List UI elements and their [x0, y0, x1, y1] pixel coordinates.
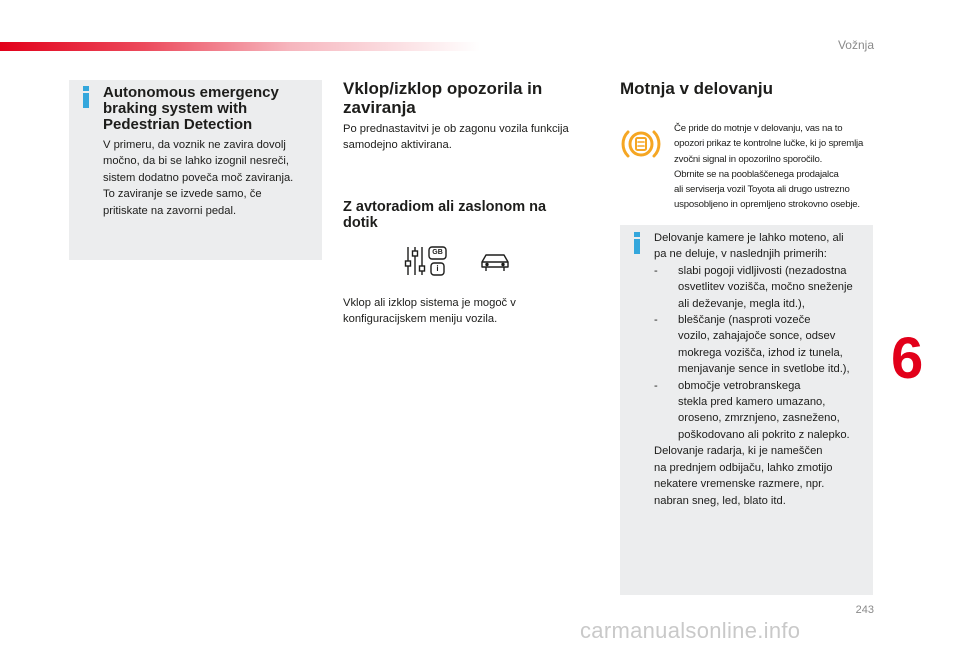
section-label: Vožnja: [837, 38, 874, 52]
badge-info: i: [436, 264, 439, 273]
heading-activation: Vklop/izklop opozorila in zaviranja: [343, 79, 543, 117]
header-accent-bar: [0, 42, 480, 51]
watermark: carmanualsonline.info: [580, 618, 801, 643]
activation-intro: Po prednastavitvi je ob zagonu vozila funkcija samodejno aktivirana.: [343, 123, 569, 152]
aeb-warning-lamp-icon: [621, 126, 661, 162]
heading-malfunction: Motnja v delovanju: [620, 79, 774, 98]
malfunction-text: Če pride do motnje v delovanju, vas na to opozori prikaz te kontrolne lučke, ki jo spremlja zvočni signal in opozorilno sporočilo. Obrnite se na pooblaščenega prodajalca ali serviserja vozil Toyota ali drugo ustrezno usposobljeno in opremljeno strokovno osebje.: [674, 123, 864, 211]
aeb-title: Autonomous emergency braking system with Pedestrian Detection: [103, 84, 279, 133]
settings-sliders-icon: [404, 244, 448, 278]
info-box-aeb: [69, 80, 322, 260]
car-icon: [478, 251, 512, 275]
aeb-text: V primeru, da voznik ne zavira dovolj močno, da bi se lahko izognil nesreči, sistem dodatno poveča moč zaviranja. To zaviranje se izvede samo, če pritiskate na zavorni pedal.: [103, 139, 294, 217]
page-number: 243: [855, 604, 874, 616]
camera-limits-text: Delovanje kamere je lahko moteno, ali pa ne deluje, v naslednjih primerih: - slabi pogoji vidljivosti (nezadostna osvetlitev vozišča, močno sneženje ali deževanje, megla itd.), - bleščanje (nasproti vozeče vozilo, zahajajoče sonce, odsev mokrega vozišča, izhod iz tunela, menjavanje sence in svetlobe itd.), - območje vetrobranskega stekla pred kamero umazano, oroseno, zmrznjeno, zasneženo, poškodovano ali pokrito z nalepko. Delovanje radarja, ki je nameščen na prednjem odbijaču, lahko zmotijo nekatere vremenske razmere, npr. nabran sneg, led, blato itd.: [654, 230, 870, 509]
list-item: - slabi pogoji vidljivosti (nezadostna osvetlitev vozišča, močno sneženje ali deževanje, megla itd.),: [654, 264, 853, 310]
heading-radio-touchscreen: Z avtoradiom ali zaslonom na dotik: [343, 199, 547, 231]
chapter-number: 6: [891, 326, 924, 391]
activation-outro: Vklop ali izklop sistema je mogoč v konfiguracijskem meniju vozila.: [343, 297, 516, 326]
info-box-camera-limits: [620, 225, 873, 595]
list-item: - bleščanje (nasproti vozeče vozilo, zahajajoče sonce, odsev mokrega vozišča, izhod iz tunela, menjavanje sence in svetlobe itd.),: [654, 314, 850, 376]
badge-language: GB: [432, 249, 443, 256]
list-item: - območje vetrobranskega stekla pred kamero umazano, oroseno, zmrznjeno, zasneženo, poškodovano ali pokrito z nalepko.: [654, 379, 850, 441]
info-icon: [630, 232, 644, 254]
info-icon: [79, 86, 93, 108]
